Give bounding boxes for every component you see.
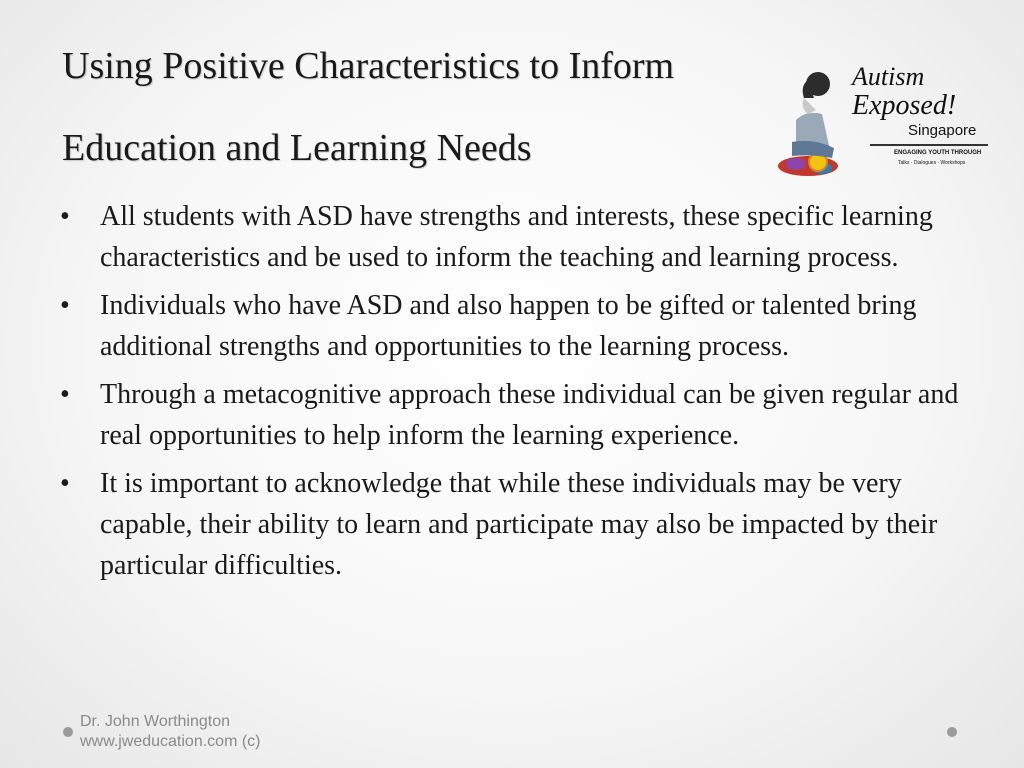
bullet-symbol: •: [60, 201, 70, 232]
bullet-symbol: •: [60, 379, 70, 410]
logo-brand-line-2: Exposed!: [852, 90, 957, 121]
logo-tagline: ENGAGING YOUTH THROUGH: [894, 150, 982, 156]
logo-brand-line-1: Autism: [852, 62, 925, 91]
bullet-item: [60, 374, 980, 456]
right-corner-dot: [947, 727, 957, 737]
bullet-list: [60, 196, 980, 593]
bullet-text: Individuals who have ASD and also happen to be gifted or talented bring additional strengths and opportunities to the learning process.: [100, 290, 917, 362]
bullet-symbol: •: [60, 290, 70, 321]
bullet-text: All students with ASD have strengths and interests, these specific learning characteristics and be used to inform the teaching and learning process.: [100, 201, 933, 273]
autism-exposed-logo: [778, 58, 990, 186]
bullet-item: [60, 463, 980, 586]
slide-title-line-2: Education and Learning Needs: [62, 127, 532, 169]
logo-subtagline: Talks · Dialogues · Workshops: [898, 160, 966, 166]
bullet-symbol: •: [60, 468, 70, 499]
footer-website: www.jweducation.com (c): [80, 733, 261, 750]
left-corner-dot: [63, 727, 73, 737]
bullet-text: Through a metacognitive approach these individual can be given regular and real opportunities to help inform the learning experience.: [100, 379, 959, 451]
child-illustration-icon: [778, 58, 858, 186]
logo-brand-line-3: Singapore: [908, 122, 977, 139]
footer-author: Dr. John Worthington: [80, 713, 231, 730]
bullet-text: It is important to acknowledge that while these individuals may be very capable, their ability to learn and participate may also be impacted by their particular difficulties.: [100, 468, 938, 581]
bullet-item: [60, 196, 980, 278]
bullet-item: [60, 285, 980, 367]
slide-title-line-1: Using Positive Characteristics to Inform: [62, 45, 675, 87]
footer: [80, 712, 261, 752]
logo-divider: [870, 144, 988, 146]
